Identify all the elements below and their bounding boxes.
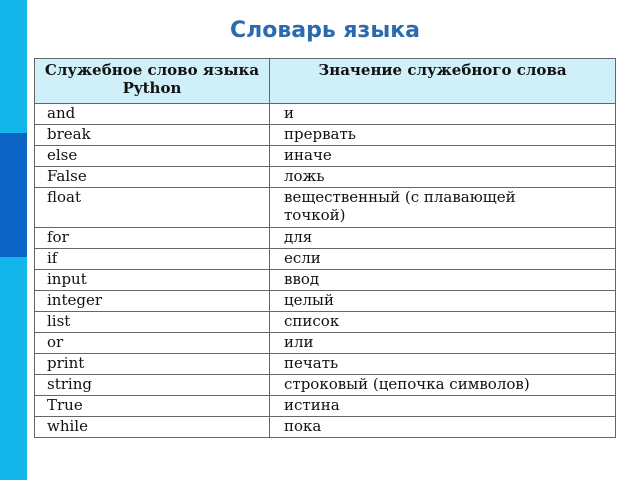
keyword-cell: break	[35, 125, 270, 146]
keyword-cell: print	[35, 354, 270, 375]
keyword-cell: while	[35, 417, 270, 438]
table-row	[35, 270, 616, 291]
meaning-cell: истина	[270, 396, 616, 417]
meaning-cell: прервать	[270, 125, 616, 146]
table-row	[35, 291, 616, 312]
meaning-cell: или	[270, 333, 616, 354]
table-row	[35, 125, 616, 146]
keyword-cell: string	[35, 375, 270, 396]
table-header-row	[35, 59, 616, 104]
table-row	[35, 375, 616, 396]
table-row	[35, 188, 616, 228]
table-row	[35, 167, 616, 188]
meaning-cell: список	[270, 312, 616, 333]
keyword-cell: else	[35, 146, 270, 167]
keyword-cell: for	[35, 228, 270, 249]
meaning-cell: ввод	[270, 270, 616, 291]
meaning-cell: вещественный (с плавающей точкой)	[270, 188, 616, 228]
table-row	[35, 417, 616, 438]
table-row	[35, 249, 616, 270]
table-row	[35, 396, 616, 417]
keyword-cell: or	[35, 333, 270, 354]
page-title: Словарь языка	[229, 18, 421, 43]
meaning-cell: печать	[270, 354, 616, 375]
keyword-cell: list	[35, 312, 270, 333]
keyword-cell: and	[35, 104, 270, 125]
table-row	[35, 104, 616, 125]
meaning-cell: ложь	[270, 167, 616, 188]
meaning-cell: целый	[270, 291, 616, 312]
keyword-cell: False	[35, 167, 270, 188]
table-row	[35, 354, 616, 375]
table-row	[35, 146, 616, 167]
keyword-cell: True	[35, 396, 270, 417]
meaning-cell: пока	[270, 417, 616, 438]
keyword-cell: if	[35, 249, 270, 270]
left-accent-block	[0, 133, 27, 257]
keyword-cell: input	[35, 270, 270, 291]
keyword-cell: float	[35, 188, 270, 228]
table-row	[35, 312, 616, 333]
meaning-cell: строковый (цепочка символов)	[270, 375, 616, 396]
table-row	[35, 333, 616, 354]
keyword-cell: integer	[35, 291, 270, 312]
meaning-cell: для	[270, 228, 616, 249]
header-meaning: Значение служебного слова	[270, 59, 616, 104]
table-row	[35, 228, 616, 249]
keyword-dictionary-table	[34, 58, 616, 438]
meaning-cell: если	[270, 249, 616, 270]
header-keyword: Служебное слово языка Python	[35, 59, 270, 104]
meaning-cell: иначе	[270, 146, 616, 167]
meaning-cell: и	[270, 104, 616, 125]
